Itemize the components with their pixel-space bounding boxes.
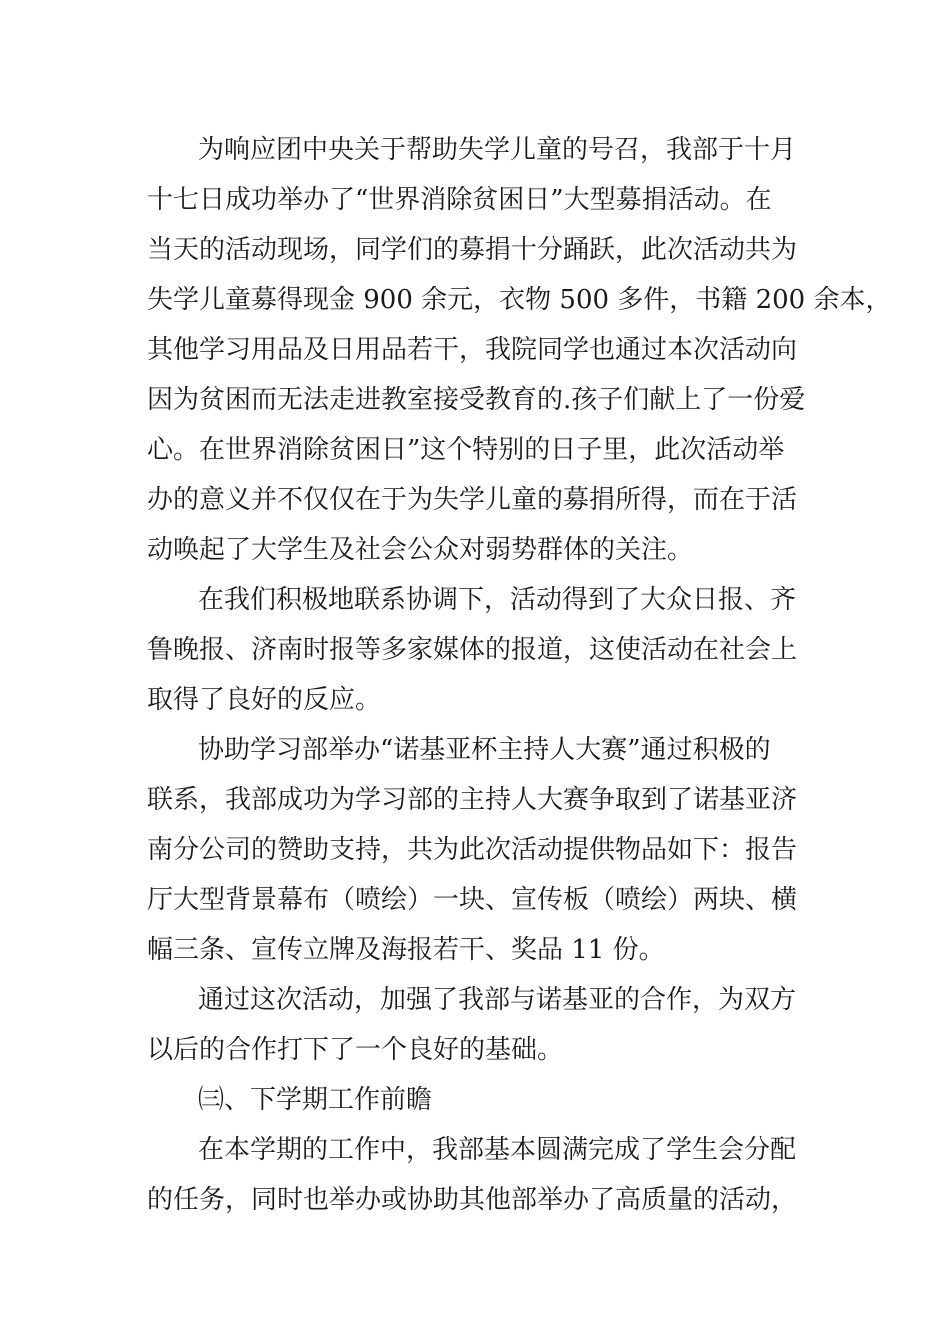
text-line: 办的意义并不仅仅在于为失学儿童的募捐所得，而在于活 (147, 485, 798, 515)
text-line: 通过这次活动，加强了我部与诺基亚的合作，为双方 (198, 985, 797, 1015)
text-line: 的任务，同时也举办或协助其他部举办了高质量的活动， (147, 1185, 798, 1215)
text-line: 在本学期的工作中，我部基本圆满完成了学生会分配 (198, 1135, 797, 1165)
text-line: 鲁晚报、济南时报等多家媒体的报道，这使活动在社会上 (147, 635, 798, 665)
section-heading: ㈢、下学期工作前瞻 (198, 1085, 433, 1115)
text-line: 失学儿童募得现金 900 余元，衣物 500 多件，书籍 200 余本， (147, 285, 892, 315)
text-line: 在我们积极地联系协调下，活动得到了大众日报、齐 (198, 585, 797, 615)
text-line: 为响应团中央关于帮助失学儿童的号召，我部于十月 (198, 135, 797, 165)
text-line: 心。在世界消除贫困日”这个特别的日子里，此次活动举 (147, 435, 785, 465)
text-line: 十七日成功举办了“世界消除贫困日”大型募捐活动。在 (147, 185, 772, 215)
text-line: 厅大型背景幕布（喷绘）一块、宣传板（喷绘）两块、横 (147, 885, 798, 915)
text-line: 以后的合作打下了一个良好的基础。 (147, 1035, 564, 1065)
text-line: 当天的活动现场，同学们的募捐十分踊跃，此次活动共为 (147, 235, 798, 265)
text-line: 取得了良好的反应。 (147, 685, 382, 715)
text-line: 因为贫困而无法走进教室接受教育的.孩子们献上了一份爱 (147, 385, 806, 415)
text-line: 其他学习用品及日用品若干，我院同学也通过本次活动向 (147, 335, 798, 365)
text-line: 联系，我部成功为学习部的主持人大赛争取到了诺基亚济 (147, 785, 798, 815)
text-line: 南分公司的赞助支持，共为此次活动提供物品如下：报告 (147, 835, 798, 865)
text-line: 协助学习部举办“诺基亚杯主持人大赛”通过积极的 (198, 735, 771, 765)
text-line: 幅三条、宣传立牌及海报若干、奖品 11 份。 (147, 935, 665, 965)
text-line: 动唤起了大学生及社会公众对弱势群体的关注。 (147, 535, 694, 565)
